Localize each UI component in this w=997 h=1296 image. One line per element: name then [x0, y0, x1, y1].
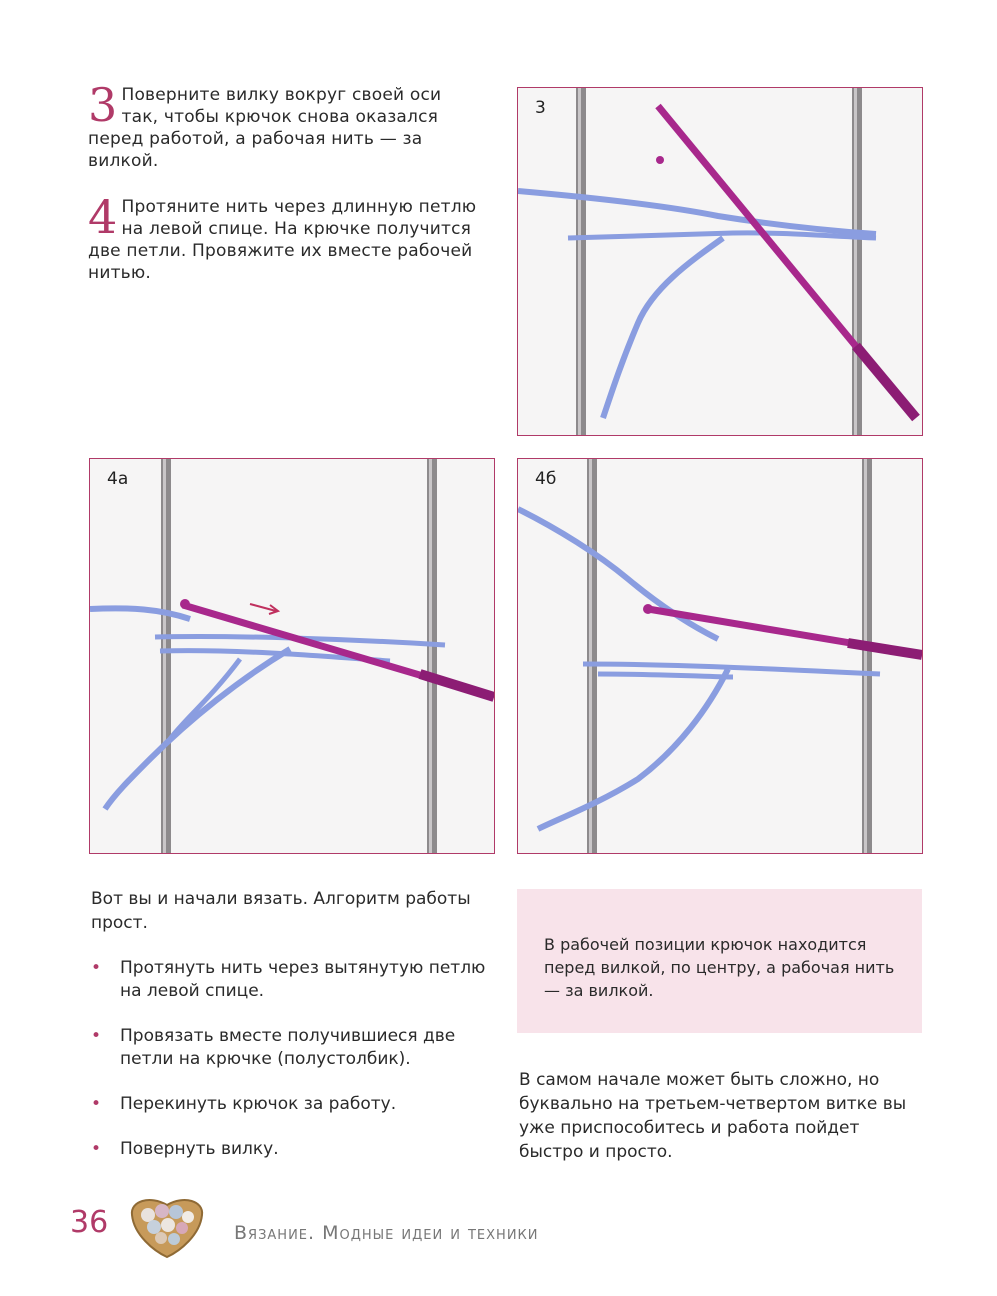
photo-label: 3: [535, 98, 546, 118]
list-item: [91, 1093, 491, 1116]
note-box: [517, 889, 922, 1033]
list-item-text: Перекинуть крючок за работу.: [120, 1094, 397, 1114]
step-3: [88, 78, 478, 172]
list-item: [91, 1138, 491, 1161]
photo-illustration: [518, 88, 922, 435]
bullet-marker: •: [91, 958, 102, 978]
photo-illustration: [90, 459, 494, 853]
intro-paragraph: Вот вы и начали вязать. Алгоритм работы прост.: [91, 889, 471, 933]
step-text: Поверните вилку вокруг своей оси так, чтобы крючок снова оказался перед работой, а рабочая нить — за вилкой.: [88, 85, 442, 171]
note-text: В рабочей позиции крючок находится перед вилкой, по центру, а рабочая нить — за вилкой.: [544, 935, 895, 1000]
step-number: 4: [88, 190, 118, 244]
yarn-basket-icon: [128, 1193, 206, 1259]
list-item: [91, 1025, 491, 1071]
list-item: [91, 957, 491, 1003]
list-item-text: Протянуть нить через вытянутую петлю на левой спице.: [120, 958, 486, 1001]
photo-step-3: [517, 87, 923, 436]
photo-step-4a: [89, 458, 495, 854]
bullet-marker: •: [91, 1139, 102, 1159]
list-item-text: Повернуть вилку.: [120, 1139, 279, 1159]
step-4: [88, 190, 498, 284]
closing-paragraph: В самом начале может быть сложно, но буквально на третьем-четвертом витке вы уже приспособитесь и работа пойдет быстро и просто.: [519, 1070, 907, 1162]
photo-step-4b: [517, 458, 923, 854]
page-number: 36: [70, 1205, 109, 1240]
photo-illustration: [518, 459, 922, 853]
algorithm-list: [91, 957, 491, 1183]
photo-label: 4а: [107, 469, 129, 489]
bullet-marker: •: [91, 1094, 102, 1114]
step-number: 3: [88, 78, 118, 132]
bullet-marker: •: [91, 1026, 102, 1046]
book-title: Вязание. Модные идеи и техники: [234, 1222, 539, 1244]
photo-label: 4б: [535, 469, 557, 489]
list-item-text: Провязать вместе получившиеся две петли на крючке (полустолбик).: [120, 1026, 456, 1069]
step-text: Протяните нить через длинную петлю на левой спице. На крючке получится две петли. Провяжите их вместе рабочей нитью.: [88, 197, 477, 283]
